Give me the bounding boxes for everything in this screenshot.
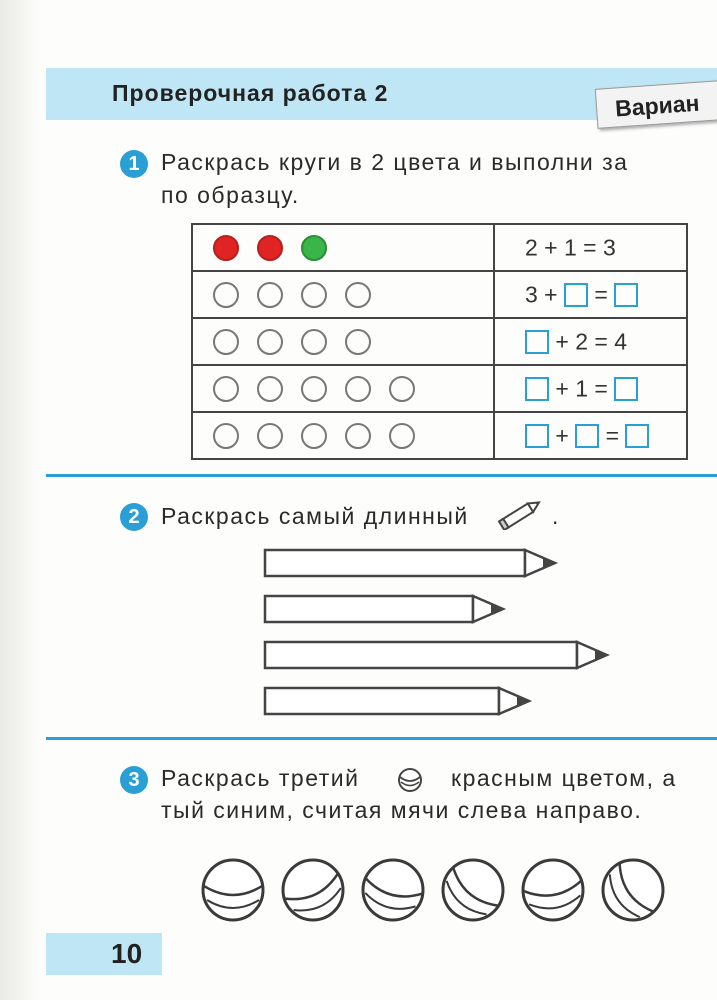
pencils-group (260, 540, 610, 730)
task-2-dot: . (552, 503, 560, 529)
equation-cell (494, 412, 687, 459)
ball-2[interactable] (283, 860, 344, 920)
task-1-number: 1 (120, 150, 148, 178)
task-3-number: 3 (120, 766, 148, 794)
answer-box[interactable] (525, 424, 549, 448)
empty-circle[interactable] (345, 282, 371, 308)
balls-group (195, 850, 675, 930)
task-1-table (191, 223, 688, 460)
table-row (192, 365, 687, 412)
divider-1 (46, 474, 717, 477)
table-row (192, 224, 687, 271)
pencil-1[interactable] (265, 550, 555, 576)
empty-circle[interactable] (213, 329, 239, 355)
page-spine (0, 0, 40, 1000)
empty-circle[interactable] (301, 329, 327, 355)
equation-text: = (588, 281, 615, 308)
empty-circle[interactable] (301, 282, 327, 308)
pencil-3[interactable] (265, 642, 607, 668)
empty-circle[interactable] (257, 423, 283, 449)
empty-circle[interactable] (301, 376, 327, 402)
empty-circle[interactable] (389, 423, 415, 449)
circles-cell (192, 224, 494, 271)
page-number: 10 (111, 938, 143, 969)
circles-cell (192, 365, 494, 412)
circles-cell (192, 271, 494, 318)
empty-circle[interactable] (257, 329, 283, 355)
ball-icon (395, 766, 425, 794)
table-row (192, 318, 687, 365)
answer-box[interactable] (564, 283, 588, 307)
equation-text: 3 + (525, 281, 565, 308)
divider-2 (46, 737, 717, 740)
ball-1[interactable] (203, 860, 263, 920)
answer-box[interactable] (625, 424, 649, 448)
empty-circle[interactable] (213, 423, 239, 449)
pencil-2[interactable] (265, 596, 503, 622)
ball-6[interactable] (603, 860, 663, 922)
equation-text: + (549, 422, 576, 449)
empty-circle[interactable] (345, 376, 371, 402)
task-3-text-line2: тый синим, считая мячи слева направо. (161, 797, 643, 823)
red-circle (213, 235, 239, 261)
task-2-text: Раскрась самый длинный (161, 503, 469, 529)
task-2-number: 2 (120, 503, 148, 531)
page-number-band (46, 933, 162, 975)
task-3-text-line1-start: Раскрась третий (161, 765, 360, 791)
empty-circle[interactable] (257, 376, 283, 402)
ball-3[interactable] (363, 860, 423, 920)
empty-circle[interactable] (301, 423, 327, 449)
green-circle (301, 235, 327, 261)
circles-cell (192, 318, 494, 365)
answer-box[interactable] (575, 424, 599, 448)
equation-cell (494, 271, 687, 318)
empty-circle[interactable] (345, 329, 371, 355)
equation-text: + 1 = (549, 375, 615, 402)
answer-box[interactable] (614, 377, 638, 401)
pencil-4[interactable] (265, 688, 529, 714)
red-circle (257, 235, 283, 261)
table-row (192, 412, 687, 459)
equation-cell (494, 224, 687, 271)
empty-circle[interactable] (213, 376, 239, 402)
task-1-text-line1: Раскрась круги в 2 цвета и выполни за (161, 149, 629, 175)
answer-box[interactable] (614, 283, 638, 307)
ball-4[interactable] (442, 860, 503, 921)
equation-text: + 2 = 4 (549, 328, 628, 355)
page-title: Проверочная работа 2 (112, 80, 389, 106)
task-3-text-line1-end: красным цветом, а (451, 765, 677, 791)
empty-circle[interactable] (257, 282, 283, 308)
equation-cell (494, 365, 687, 412)
empty-circle[interactable] (345, 423, 371, 449)
variant-tag: Вариан (595, 79, 717, 129)
circles-cell (192, 412, 494, 459)
equation-text: = (599, 422, 626, 449)
pencil-icon (496, 496, 548, 530)
answer-box[interactable] (525, 377, 549, 401)
ball-5[interactable] (523, 860, 583, 920)
task-1-text-line2: по образцу. (161, 182, 300, 208)
empty-circle[interactable] (389, 376, 415, 402)
empty-circle[interactable] (213, 282, 239, 308)
table-row (192, 271, 687, 318)
equation-text: 2 + 1 = 3 (525, 234, 616, 261)
equation-cell (494, 318, 687, 365)
answer-box[interactable] (525, 330, 549, 354)
